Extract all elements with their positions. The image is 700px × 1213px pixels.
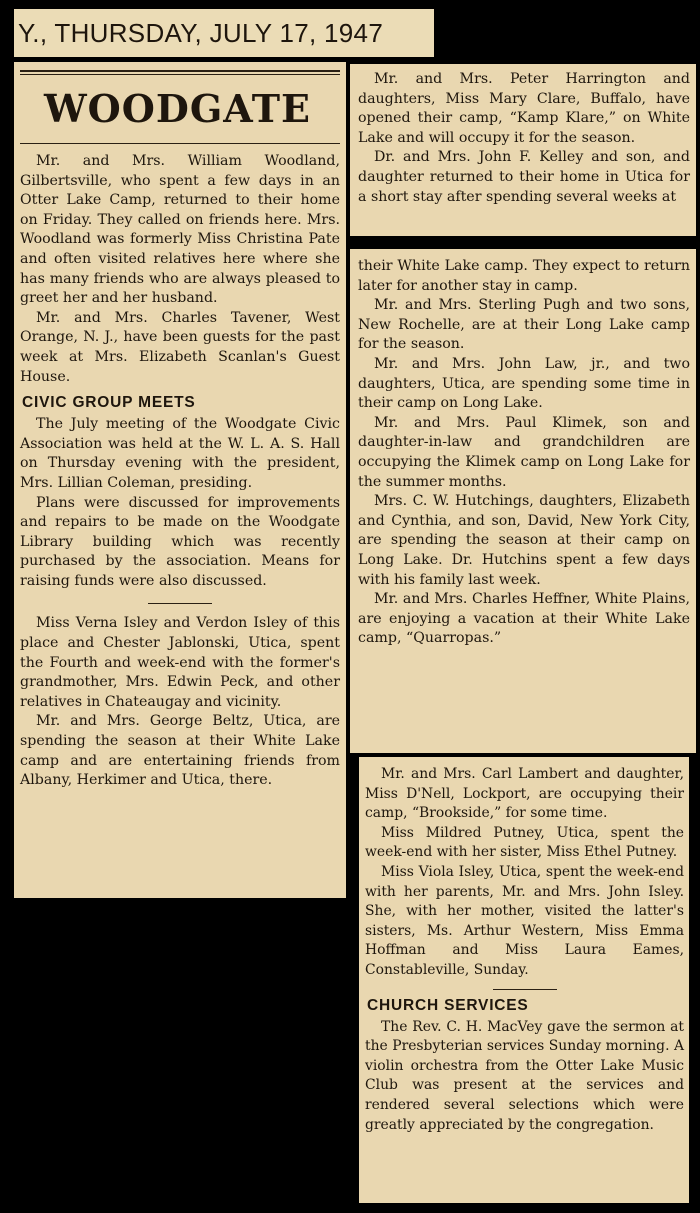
news-item-harrington: Mr. and Mrs. Peter Harrington and daughters, Miss Mary Clare, Buffalo, have opened their camp, “Kamp Klare,” on White Lake and will occupy it for the season. bbox=[358, 71, 690, 146]
clipping-column-lake-camps bbox=[350, 249, 696, 753]
subhead-church-services: CHURCH SERVICES bbox=[367, 996, 529, 1014]
news-item-lambert: Mr. and Mrs. Carl Lambert and daughter, Miss D'Nell, Lockport, are occupying their camp, “Brookside,” for some time. bbox=[365, 766, 684, 822]
news-item-klimek: Mr. and Mrs. Paul Klimek, son and daughter-in-law and grandchildren are occupying the Klimek camp on Long Lake for the summer months. bbox=[358, 414, 690, 490]
news-item-woodland: Mr. and Mrs. William Woodland, Gilbertsville, who spent a few days in an Otter Lake Camp, returned to their home on Friday. They called on friends here. Mrs. Woodland was formerly Miss Christina Pate and often visited relatives here where she has many friends who are always pleased to greet her and her husband. bbox=[20, 153, 340, 307]
news-item-kelley: Dr. and Mrs. John F. Kelley and son, and daughter returned to their home in Utica for a short stay after spending several weeks at bbox=[358, 149, 690, 205]
clipping-column-harrington bbox=[350, 64, 696, 236]
masthead-bottom-rule bbox=[20, 143, 340, 144]
masthead-top-rule bbox=[20, 70, 340, 72]
masthead-top-rule-thin bbox=[20, 74, 340, 75]
dateline-clipping bbox=[14, 9, 434, 57]
section-divider bbox=[148, 603, 212, 604]
news-item-viola-isley: Miss Viola Isley, Utica, spent the week-end with her parents, Mr. and Mrs. John Isley. She, with her mother, visited the latter's sisters, Ms. Arthur Western, Miss Emma Hoffman and Miss Laura Eames, Constableville, Sunday. bbox=[365, 863, 684, 978]
section-divider-church bbox=[493, 989, 557, 990]
news-item-hutchings: Mrs. C. W. Hutchings, daughters, Elizabeth and Cynthia, and son, David, New York City, are spending the season at their camp on Long Lake. Dr. Hutchins spent a few days with his family last week. bbox=[358, 493, 690, 588]
news-item-church-sermon: The Rev. C. H. MacVey gave the sermon at the Presbyterian services Sunday morning. A violin orchestra from the Otter Lake Music Club was present at the services and rendered several selections which were greatly appreciated by the congregation. bbox=[365, 1018, 684, 1133]
news-item-isley-visit: Miss Verna Isley and Verdon Isley of this place and Chester Jablonski, Utica, spent the Fourth and week-end with the former's grandmother, Mrs. Edwin Peck, and other relatives in Chateaugay and vicinity. bbox=[20, 615, 340, 710]
news-item-beltz: Mr. and Mrs. George Beltz, Utica, are spending the season at their White Lake camp and are entertaining friends from Albany, Herkimer and Utica, there. bbox=[20, 713, 340, 789]
clipping-column-church bbox=[359, 757, 689, 1203]
masthead-title: WOODGATE bbox=[44, 86, 311, 131]
news-item-civic-meeting: The July meeting of the Woodgate Civic Association was held at the W. L. A. S. Hall on Thursday evening with the president, Mrs. Lillian Coleman, presiding. bbox=[20, 416, 340, 491]
news-item-pugh: Mr. and Mrs. Sterling Pugh and two sons, New Rochelle, are at their Long Lake camp for the season. bbox=[358, 297, 690, 353]
news-item-putney: Miss Mildred Putney, Utica, spent the week-end with her sister, Miss Ethel Putney. bbox=[365, 824, 684, 861]
news-item-heffner: Mr. and Mrs. Charles Heffner, White Plains, are enjoying a vacation at their White Lake camp, “Quarropas.” bbox=[358, 591, 690, 647]
subhead-civic-group: CIVIC GROUP MEETS bbox=[22, 394, 196, 412]
clipping-column-woodgate bbox=[14, 62, 346, 898]
dateline-text: Y., THURSDAY, JULY 17, 1947 bbox=[18, 18, 384, 48]
news-item-tavener: Mr. and Mrs. Charles Tavener, West Orange, N. J., have been guests for the past week at Mrs. Elizabeth Scanlan's Guest House. bbox=[20, 309, 340, 385]
news-item-library-plans: Plans were discussed for improvements and repairs to be made on the Woodgate Library building which was recently purchased by the association. Means for raising funds were also discussed. bbox=[20, 494, 340, 589]
news-item-kelley-continued: their White Lake camp. They expect to return later for another stay in camp. bbox=[358, 258, 690, 294]
news-item-law: Mr. and Mrs. John Law, jr., and two daughters, Utica, are spending some time in their camp on Long Lake. bbox=[358, 355, 690, 412]
